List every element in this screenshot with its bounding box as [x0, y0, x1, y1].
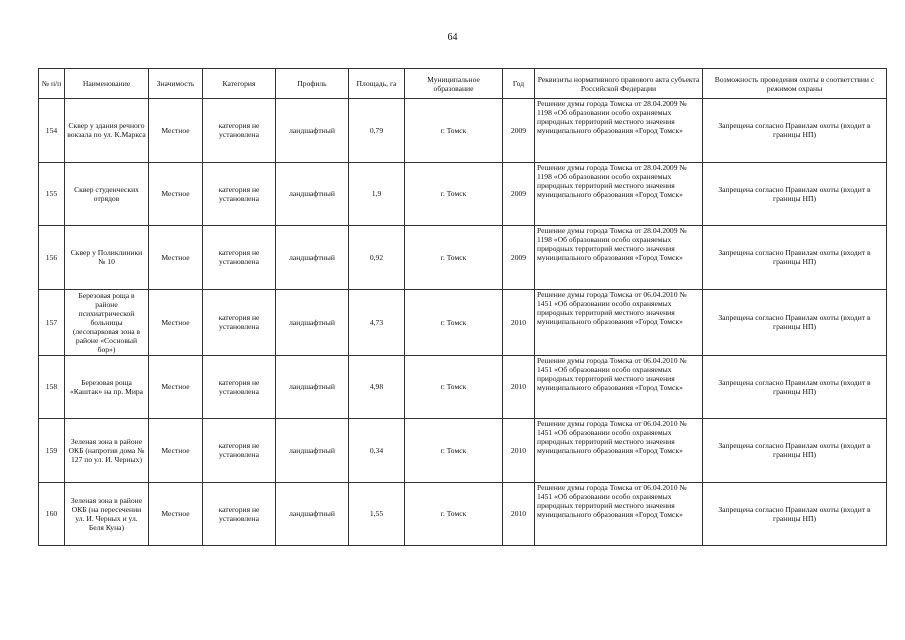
cell-significance: Местное [149, 99, 203, 163]
cell-area: 1,9 [349, 162, 405, 226]
cell-category: категория не установлена [203, 162, 276, 226]
cell-category: категория не установлена [203, 419, 276, 483]
cell-legal-act: Решение думы города Томска от 06.04.2010 № 1451 «Об образовании особо охраняемых природных территорий местного значения муниципального образования «Город Томск» [535, 419, 703, 483]
header-category: Категория [203, 69, 276, 99]
cell-area: 0,92 [349, 226, 405, 290]
header-legal-act: Реквизиты нормативного правового акта субъекта Российской Федерации [535, 69, 703, 99]
cell-legal-act: Решение думы города Томска от 06.04.2010 № 1451 «Об образовании особо охраняемых природных территорий местного значения муниципального образования «Город Томск» [535, 482, 703, 546]
cell-num: 156 [39, 226, 65, 290]
table-row [39, 289, 887, 355]
page-number: 64 [447, 32, 458, 43]
cell-num: 158 [39, 355, 65, 419]
cell-category: категория не установлена [203, 226, 276, 290]
cell-num: 155 [39, 162, 65, 226]
cell-name: Березовая роща в районе психиатрической больницы (лесопарковая зона в районе «Сосновый бор») [65, 289, 149, 355]
cell-name: Зеленая зона в районе ОКБ (на пересечении ул. И. Черных и ул. Беля Куна) [65, 482, 149, 546]
table-row [39, 162, 887, 226]
cell-municipality: г. Томск [405, 355, 503, 419]
cell-hunting: Запрещена согласно Правилам охоты (входит в границы НП) [703, 419, 887, 483]
header-significance: Значимость [149, 69, 203, 99]
cell-significance: Местное [149, 419, 203, 483]
table-row [39, 482, 887, 546]
cell-num: 160 [39, 482, 65, 546]
cell-municipality: г. Томск [405, 289, 503, 355]
cell-year: 2010 [503, 289, 535, 355]
cell-year: 2010 [503, 355, 535, 419]
header-profile: Профиль [276, 69, 349, 99]
cell-legal-act: Решение думы города Томска от 28.04.2009 № 1198 «Об образовании особо охраняемых природных территорий местного значения муниципального образования «Город Томск» [535, 226, 703, 290]
cell-profile: ландшафтный [276, 419, 349, 483]
cell-significance: Местное [149, 226, 203, 290]
cell-legal-act: Решение думы города Томска от 28.04.2009 № 1198 «Об образовании особо охраняемых природных территорий местного значения муниципального образования «Город Томск» [535, 99, 703, 163]
cell-year: 2009 [503, 162, 535, 226]
cell-legal-act: Решение думы города Томска от 06.04.2010 № 1451 «Об образовании особо охраняемых природных территорий местного значения муниципального образования «Город Томск» [535, 289, 703, 355]
cell-area: 4,98 [349, 355, 405, 419]
cell-profile: ландшафтный [276, 355, 349, 419]
cell-profile: ландшафтный [276, 99, 349, 163]
cell-municipality: г. Томск [405, 99, 503, 163]
header-name: Наименование [65, 69, 149, 99]
table-row [39, 355, 887, 419]
cell-category: категория не установлена [203, 482, 276, 546]
cell-area: 4,73 [349, 289, 405, 355]
table-row [39, 226, 887, 290]
cell-area: 1,55 [349, 482, 405, 546]
cell-municipality: г. Томск [405, 419, 503, 483]
cell-name: Сквер у Поликлиники № 10 [65, 226, 149, 290]
cell-municipality: г. Томск [405, 482, 503, 546]
cell-significance: Местное [149, 355, 203, 419]
cell-area: 0,34 [349, 419, 405, 483]
cell-hunting: Запрещена согласно Правилам охоты (входит в границы НП) [703, 99, 887, 163]
cell-hunting: Запрещена согласно Правилам охоты (входит в границы НП) [703, 226, 887, 290]
header-num: № п/п [39, 69, 65, 99]
cell-name: Зеленая зона в районе ОКБ (напротив дома № 127 по ул. И. Черных) [65, 419, 149, 483]
cell-name: Сквер студенческих отрядов [65, 162, 149, 226]
header-hunting: Возможность проведения охоты в соответствии с режимом охраны [703, 69, 887, 99]
cell-hunting: Запрещена согласно Правилам охоты (входит в границы НП) [703, 162, 887, 226]
cell-profile: ландшафтный [276, 289, 349, 355]
header-area: Площадь, га [349, 69, 405, 99]
cell-name: Сквер у здания речного вокзала по ул. К.Маркса [65, 99, 149, 163]
cell-significance: Местное [149, 289, 203, 355]
cell-num: 154 [39, 99, 65, 163]
cell-hunting: Запрещена согласно Правилам охоты (входит в границы НП) [703, 355, 887, 419]
cell-significance: Местное [149, 162, 203, 226]
cell-num: 159 [39, 419, 65, 483]
table-row [39, 99, 887, 163]
table-header-row [39, 69, 887, 99]
cell-profile: ландшафтный [276, 482, 349, 546]
protected-areas-table [38, 68, 887, 546]
cell-year: 2010 [503, 419, 535, 483]
cell-hunting: Запрещена согласно Правилам охоты (входит в границы НП) [703, 482, 887, 546]
cell-legal-act: Решение думы города Томска от 28.04.2009 № 1198 «Об образовании особо охраняемых природных территорий местного значения муниципального образования «Город Томск» [535, 162, 703, 226]
cell-profile: ландшафтный [276, 226, 349, 290]
cell-num: 157 [39, 289, 65, 355]
cell-name: Березовая роща «Каштак» на пр. Мира [65, 355, 149, 419]
cell-year: 2009 [503, 226, 535, 290]
cell-area: 0,79 [349, 99, 405, 163]
cell-category: категория не установлена [203, 355, 276, 419]
header-municipality: Муниципальное образование [405, 69, 503, 99]
cell-category: категория не установлена [203, 99, 276, 163]
cell-hunting: Запрещена согласно Правилам охоты (входит в границы НП) [703, 289, 887, 355]
cell-significance: Местное [149, 482, 203, 546]
cell-category: категория не установлена [203, 289, 276, 355]
cell-municipality: г. Томск [405, 162, 503, 226]
cell-year: 2010 [503, 482, 535, 546]
table-row [39, 419, 887, 483]
header-year: Год [503, 69, 535, 99]
cell-legal-act: Решение думы города Томска от 06.04.2010 № 1451 «Об образовании особо охраняемых природных территорий местного значения муниципального образования «Город Томск» [535, 355, 703, 419]
cell-profile: ландшафтный [276, 162, 349, 226]
cell-municipality: г. Томск [405, 226, 503, 290]
cell-year: 2009 [503, 99, 535, 163]
